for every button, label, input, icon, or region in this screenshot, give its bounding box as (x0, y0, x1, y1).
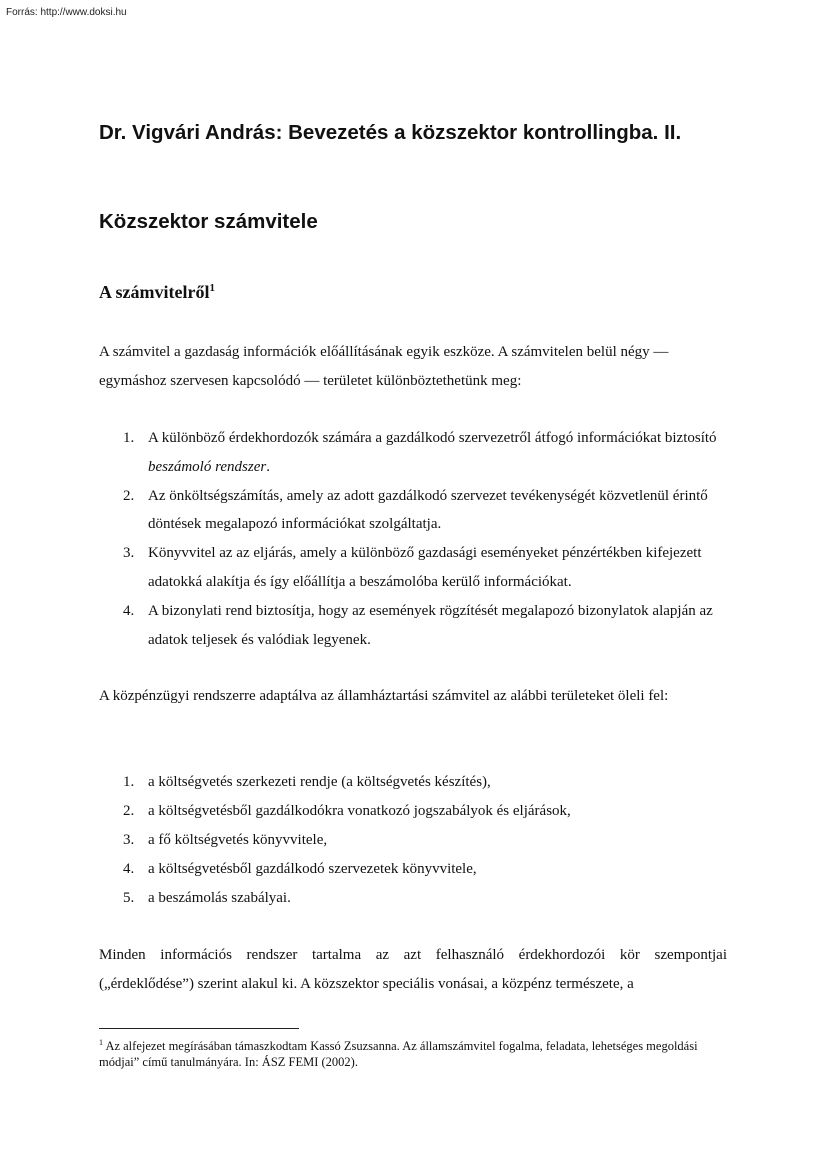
list-item (99, 597, 739, 655)
list-item (99, 884, 739, 913)
list-text: Az önköltségszámítás, amely az adott gazdálkodó szervezet tevékenységét közvetlenül érintő döntések megalapozó információkat szolgáltatja. (148, 487, 708, 533)
list-number: 2. (123, 487, 135, 504)
list-text: a költségvetésből gazdálkodókra vonatkozó jogszabályok és eljárások, (148, 803, 571, 819)
list-item (99, 826, 739, 855)
footnote-ref: 1 (209, 282, 215, 294)
list-item (99, 797, 739, 826)
footnote-mark: 1 (99, 1038, 103, 1047)
accounting-areas-list (99, 424, 739, 654)
list-text-italic: beszámoló rendszer (148, 458, 267, 475)
list-item (99, 768, 739, 797)
list-number: 4. (123, 861, 135, 877)
list-number: 1. (123, 774, 135, 790)
list-item (99, 482, 739, 540)
list-text: a költségvetésből gazdálkodó szervezetek könyvvitele, (148, 861, 477, 877)
list-item (99, 855, 739, 884)
public-accounting-list (99, 768, 739, 913)
list-text: a beszámolás szabályai. (148, 890, 291, 906)
list-text: a költségvetés szerkezeti rendje (a költségvetés készítés), (148, 774, 491, 790)
list-number: 3. (123, 545, 135, 562)
chapter-title: Közszektor számvitele (99, 210, 318, 233)
list-text: A különböző érdekhordozók számára a gazdálkodó szervezetről átfogó információkat biztosító (148, 430, 717, 446)
list-text: a fő költségvetés könyvvitele, (148, 832, 328, 848)
list-number: 5. (123, 890, 135, 906)
list-item (99, 424, 739, 482)
section-heading-text: A számvitelről (99, 282, 210, 302)
footnote (99, 1038, 729, 1070)
page-title: Dr. Vigvári András: Bevezetés a közszektor kontrollingba. II. (99, 121, 682, 144)
footnote-divider (99, 1028, 299, 1029)
list-item (99, 539, 739, 597)
list-number: 1. (123, 430, 135, 446)
list-text: A bizonylati rend biztosítja, hogy az események rögzítését megalapozó bizonylatok alapján az adatok teljesek és valódiak legyenek. (148, 602, 713, 648)
list-number: 2. (123, 803, 135, 819)
footnote-text: Az alfejezet megírásában támaszkodtam Kassó Zsuzsanna. Az államszámvitel fogalma, feladata, lehetséges megoldási módjai” című tanulmányára. In: ÁSZ FEMI (2002). (99, 1039, 698, 1069)
information-systems-paragraph: Minden információs rendszer tartalma az azt felhasználó érdekhordozói kör szempontjai („érdeklődése”) szerint alakul ki. A közszektor speciális vonásai, a közpénz természete, a (99, 947, 727, 992)
list-number: 4. (123, 602, 135, 619)
list-number: 3. (123, 832, 135, 848)
public-finance-paragraph: A közpénzügyi rendszerre adaptálva az államháztartási számvitel az alábbi területeket öleli fel: (99, 688, 669, 704)
section-heading (99, 279, 215, 305)
intro-paragraph: A számvitel a gazdaság információk előállításának egyik eszköze. A számvitelen belül négy — egymáshoz szervesen kapcsolódó — területet különböztethetünk meg: (99, 344, 669, 389)
list-text: Könyvvitel az az eljárás, amely a különböző gazdasági eseményeket pénzértékben kifejezett adatokká alakítja és így előállítja a beszámolóba kerülő információkat. (148, 545, 702, 590)
source-url: Forrás: http://www.doksi.hu (6, 7, 127, 18)
list-text-end: . (266, 458, 270, 475)
